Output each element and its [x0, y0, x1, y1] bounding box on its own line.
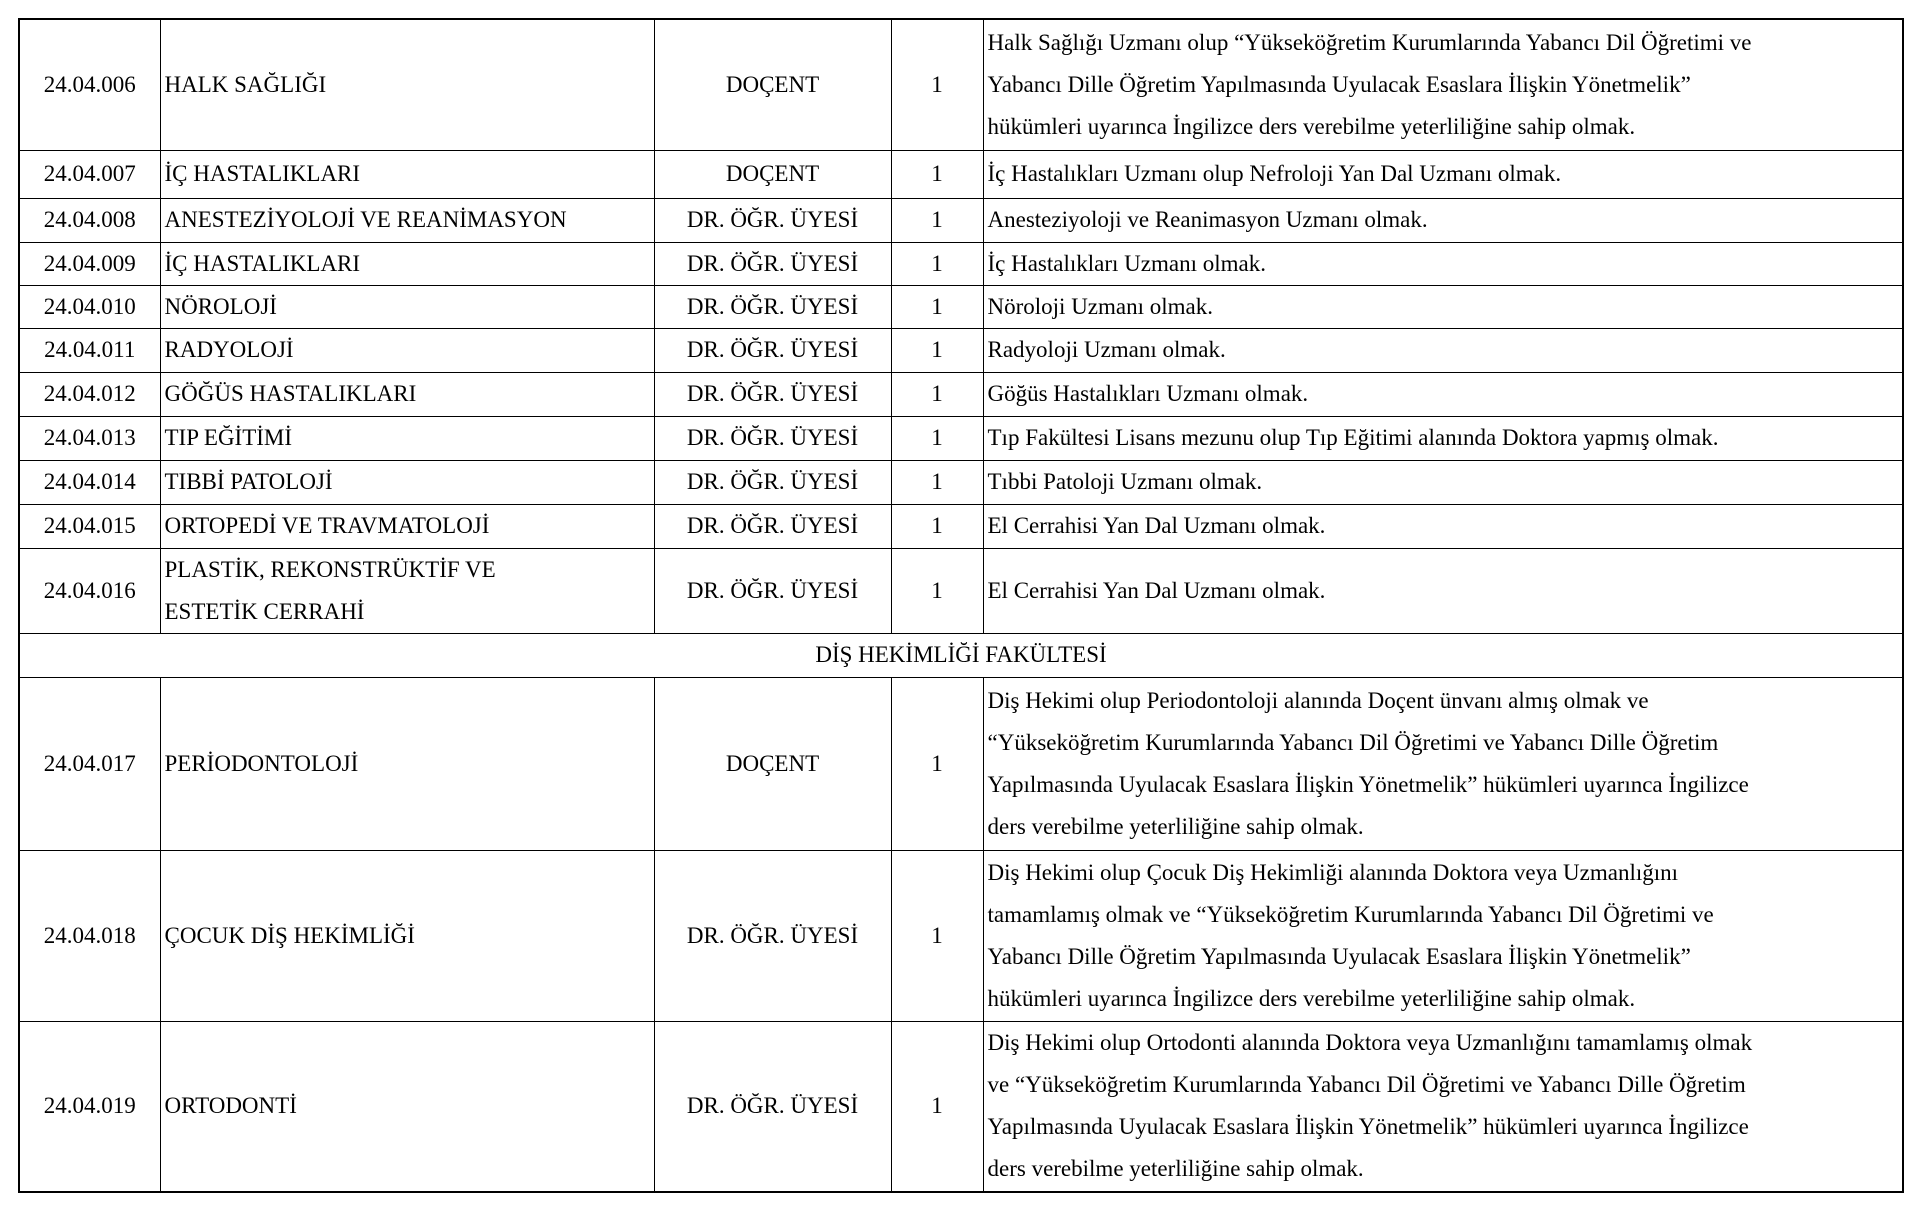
- position-code: 24.04.008: [19, 198, 160, 242]
- department-line: RADYOLOJİ: [164, 337, 294, 362]
- requirement-line: ders verebilme yeterliliğine sahip olmak.: [987, 813, 1364, 839]
- department-line: ANESTEZİYOLOJİ VE REANİMASYON: [164, 207, 567, 232]
- position-count: 1: [891, 460, 983, 504]
- position-count: 1: [891, 504, 983, 548]
- requirement-line: Halk Sağlığı Uzmanı olup “Yükseköğretim Kurumlarında Yabancı Dil Öğretimi ve: [987, 29, 1752, 55]
- requirement-line: Radyoloji Uzmanı olmak.: [987, 337, 1226, 362]
- position-count: 1: [891, 372, 983, 416]
- table-row: [19, 850, 1903, 1021]
- requirement-line: Tıbbi Patoloji Uzmanı olmak.: [987, 469, 1263, 494]
- requirements: [983, 460, 1903, 504]
- academic-title: DR. ÖĞR. ÜYESİ: [654, 504, 891, 548]
- department-line: İÇ HASTALIKLARI: [164, 250, 361, 276]
- department-name: [160, 372, 654, 416]
- position-count: 1: [891, 677, 983, 850]
- academic-title: DR. ÖĞR. ÜYESİ: [654, 198, 891, 242]
- section-row: [19, 633, 1903, 677]
- position-code: 24.04.013: [19, 416, 160, 460]
- position-code: 24.04.009: [19, 242, 160, 285]
- department-line: PERİODONTOLOJİ: [164, 750, 359, 776]
- requirement-line: tamamlamış olmak ve “Yükseköğretim Kurumlarında Yabancı Dil Öğretimi ve: [987, 901, 1714, 927]
- department-line: PLASTİK, REKONSTRÜKTİF VE: [164, 556, 496, 582]
- section-heading: DİŞ HEKİMLİĞİ FAKÜLTESİ: [19, 633, 1903, 677]
- academic-title: DR. ÖĞR. ÜYESİ: [654, 285, 891, 328]
- table-row: [19, 1021, 1903, 1192]
- position-code: 24.04.006: [19, 19, 160, 150]
- requirements: [983, 1021, 1903, 1192]
- position-count: 1: [891, 1021, 983, 1192]
- position-count: 1: [891, 19, 983, 150]
- position-count: 1: [891, 285, 983, 328]
- department-name: [160, 504, 654, 548]
- department-line: ORTODONTİ: [164, 1093, 297, 1119]
- position-code: 24.04.017: [19, 677, 160, 850]
- department-name: [160, 1021, 654, 1192]
- department-name: [160, 285, 654, 328]
- department-name: [160, 548, 654, 633]
- position-count: 1: [891, 150, 983, 198]
- requirements: [983, 504, 1903, 548]
- requirement-line: Yabancı Dille Öğretim Yapılmasında Uyulacak Esaslara İlişkin Yönetmelik”: [987, 71, 1691, 97]
- department-line: ORTOPEDİ VE TRAVMATOLOJİ: [164, 513, 490, 538]
- table-row: [19, 242, 1903, 285]
- position-count: 1: [891, 198, 983, 242]
- department-line: TIP EĞİTİMİ: [164, 425, 293, 450]
- academic-title: DOÇENT: [654, 150, 891, 198]
- position-count: 1: [891, 242, 983, 285]
- department-name: [160, 150, 654, 198]
- positions-table: [18, 18, 1904, 1193]
- requirement-line: hükümleri uyarınca İngilizce ders verebilme yeterliliğine sahip olmak.: [987, 985, 1636, 1011]
- requirements: [983, 372, 1903, 416]
- department-name: [160, 416, 654, 460]
- table-row: [19, 19, 1903, 150]
- department-line: İÇ HASTALIKLARI: [164, 161, 361, 186]
- academic-title: DOÇENT: [654, 19, 891, 150]
- position-count: 1: [891, 328, 983, 372]
- position-code: 24.04.016: [19, 548, 160, 633]
- department-name: [160, 850, 654, 1021]
- table-row: [19, 198, 1903, 242]
- academic-title: DR. ÖĞR. ÜYESİ: [654, 328, 891, 372]
- position-code: 24.04.014: [19, 460, 160, 504]
- requirement-line: Yapılmasında Uyulacak Esaslara İlişkin Yönetmelik” hükümleri uyarınca İngilizce: [987, 771, 1749, 797]
- requirement-line: Diş Hekimi olup Ortodonti alanında Doktora veya Uzmanlığını tamamlamış olmak: [987, 1030, 1753, 1056]
- department-line: GÖĞÜS HASTALIKLARI: [164, 381, 417, 406]
- position-code: 24.04.012: [19, 372, 160, 416]
- academic-title: DR. ÖĞR. ÜYESİ: [654, 460, 891, 504]
- table-row: [19, 372, 1903, 416]
- department-name: [160, 460, 654, 504]
- position-code: 24.04.018: [19, 850, 160, 1021]
- requirements: [983, 328, 1903, 372]
- position-code: 24.04.011: [19, 328, 160, 372]
- position-count: 1: [891, 416, 983, 460]
- requirements: [983, 242, 1903, 285]
- requirement-line: Anesteziyoloji ve Reanimasyon Uzmanı olmak.: [987, 207, 1428, 232]
- academic-title: DR. ÖĞR. ÜYESİ: [654, 242, 891, 285]
- requirement-line: ders verebilme yeterliliğine sahip olmak.: [987, 1156, 1364, 1182]
- table-row: [19, 677, 1903, 850]
- requirement-line: İç Hastalıkları Uzmanı olmak.: [987, 250, 1266, 276]
- department-name: [160, 677, 654, 850]
- requirements: [983, 285, 1903, 328]
- table-row: [19, 504, 1903, 548]
- department-name: [160, 19, 654, 150]
- requirement-line: hükümleri uyarınca İngilizce ders verebilme yeterliliğine sahip olmak.: [987, 113, 1636, 139]
- requirement-line: ve “Yükseköğretim Kurumlarında Yabancı Dil Öğretimi ve Yabancı Dille Öğretim: [987, 1072, 1746, 1098]
- requirement-line: Diş Hekimi olup Çocuk Diş Hekimliği alanında Doktora veya Uzmanlığını: [987, 859, 1679, 885]
- department-line: TIBBİ PATOLOJİ: [164, 469, 333, 494]
- requirements: [983, 548, 1903, 633]
- requirement-line: El Cerrahisi Yan Dal Uzmanı olmak.: [987, 513, 1326, 538]
- department-line: HALK SAĞLIĞI: [164, 71, 327, 97]
- table-row: [19, 150, 1903, 198]
- position-code: 24.04.007: [19, 150, 160, 198]
- position-code: 24.04.015: [19, 504, 160, 548]
- requirement-line: Yapılmasında Uyulacak Esaslara İlişkin Yönetmelik” hükümleri uyarınca İngilizce: [987, 1114, 1749, 1140]
- table-row: [19, 460, 1903, 504]
- requirement-line: İç Hastalıkları Uzmanı olup Nefroloji Yan Dal Uzmanı olmak.: [987, 161, 1562, 186]
- academic-title: DR. ÖĞR. ÜYESİ: [654, 850, 891, 1021]
- requirement-line: Yabancı Dille Öğretim Yapılmasında Uyulacak Esaslara İlişkin Yönetmelik”: [987, 943, 1691, 969]
- department-name: [160, 328, 654, 372]
- requirement-line: Diş Hekimi olup Periodontoloji alanında Doçent ünvanı almış olmak ve: [987, 687, 1649, 713]
- department-name: [160, 198, 654, 242]
- requirements: [983, 150, 1903, 198]
- table-row: [19, 328, 1903, 372]
- requirement-line: Tıp Fakültesi Lisans mezunu olup Tıp Eğitimi alanında Doktora yapmış olmak.: [987, 425, 1719, 450]
- requirement-line: Göğüs Hastalıkları Uzmanı olmak.: [987, 381, 1309, 406]
- requirements: [983, 850, 1903, 1021]
- department-line: ÇOCUK DİŞ HEKİMLİĞİ: [164, 922, 415, 948]
- academic-title: DR. ÖĞR. ÜYESİ: [654, 416, 891, 460]
- position-count: 1: [891, 548, 983, 633]
- position-code: 24.04.010: [19, 285, 160, 328]
- academic-title: DR. ÖĞR. ÜYESİ: [654, 372, 891, 416]
- table-row: [19, 548, 1903, 633]
- department-name: [160, 242, 654, 285]
- position-count: 1: [891, 850, 983, 1021]
- requirements: [983, 198, 1903, 242]
- requirements: [983, 677, 1903, 850]
- requirement-line: “Yükseköğretim Kurumlarında Yabancı Dil Öğretimi ve Yabancı Dille Öğretim: [987, 729, 1719, 755]
- requirements: [983, 416, 1903, 460]
- table-row: [19, 285, 1903, 328]
- academic-title: DR. ÖĞR. ÜYESİ: [654, 1021, 891, 1192]
- academic-title: DOÇENT: [654, 677, 891, 850]
- academic-title: DR. ÖĞR. ÜYESİ: [654, 548, 891, 633]
- positions-table-body: [19, 19, 1903, 1192]
- requirement-line: El Cerrahisi Yan Dal Uzmanı olmak.: [987, 577, 1326, 603]
- requirements: [983, 19, 1903, 150]
- department-line: ESTETİK CERRAHİ: [164, 598, 365, 624]
- position-code: 24.04.019: [19, 1021, 160, 1192]
- table-row: [19, 416, 1903, 460]
- requirement-line: Nöroloji Uzmanı olmak.: [987, 293, 1213, 319]
- department-line: NÖROLOJİ: [164, 293, 277, 319]
